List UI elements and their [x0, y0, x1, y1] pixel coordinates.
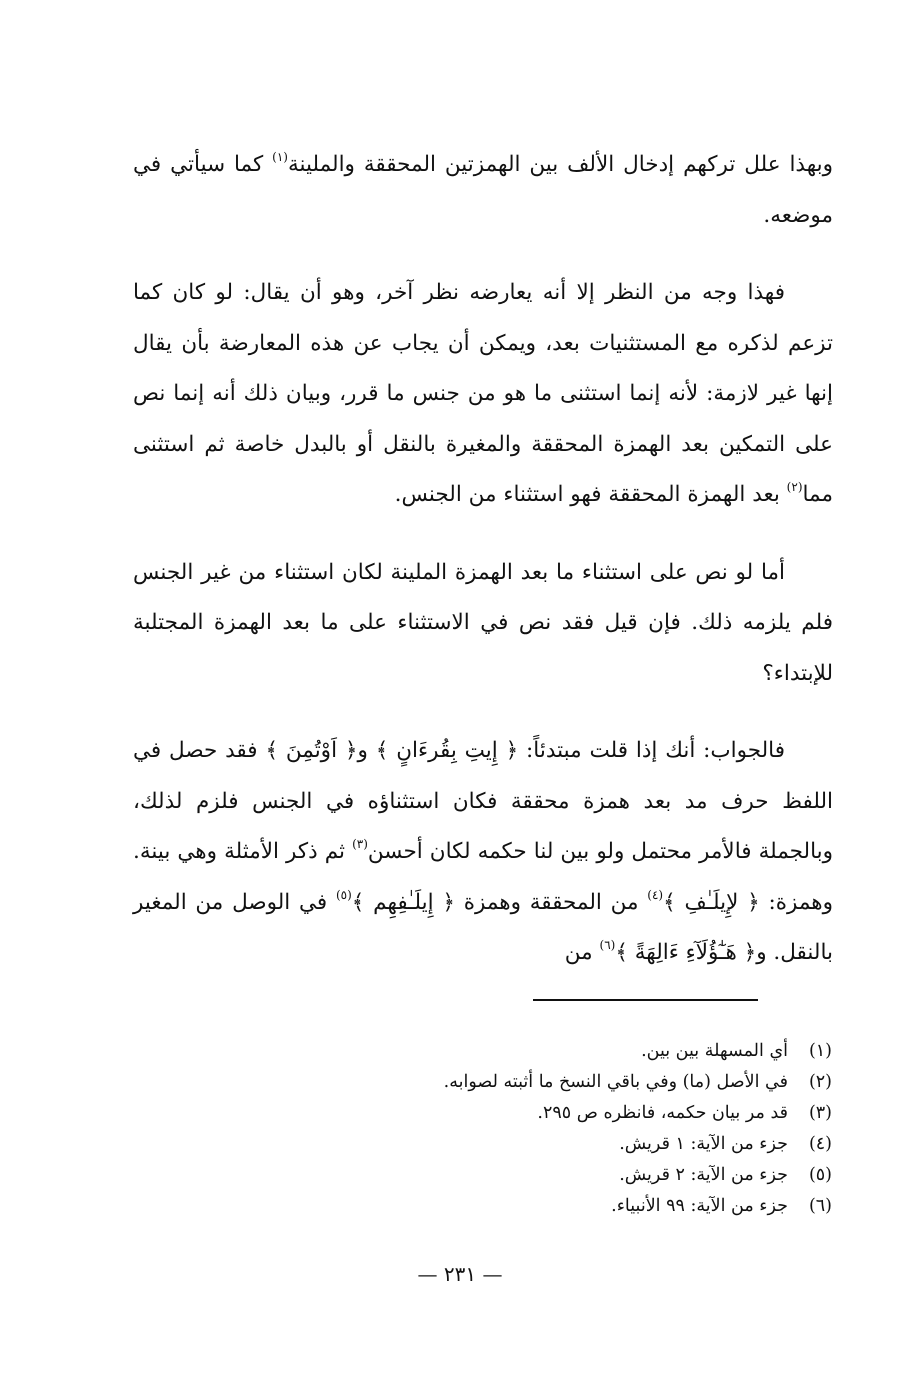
footnote	[312, 1160, 832, 1191]
text-run: وبهذا علل تركهم إدخال الألف بين الهمزتين المحققة والملينة	[287, 152, 833, 177]
footnote-text: جزء من الآية: ٢ قريش.	[619, 1165, 788, 1185]
footnote-ref: (٥)	[335, 887, 352, 902]
main-text	[133, 140, 833, 1006]
footnote	[312, 1036, 832, 1067]
footnote	[312, 1191, 832, 1222]
paragraph	[133, 268, 833, 521]
text-run: بعد الهمزة المحققة فهو استثناء من الجنس.	[394, 482, 787, 507]
text-run: من	[564, 940, 600, 965]
text-run: فهذا وجه من النظر إلا أنه يعارضه نظر آخر، وهو أن يقال: لو كان كما تزعم لذكره مع المستثنيات بعد، ويمكن أن يجاب عن هذه المعارضة بأن يقال إنها غير لازمة: لأنه إنما استثنى ما هو من جنس ما قرر، وبيان ذلك أنه إنما نص على التمكين بعد الهمزة المحققة والمغيرة بالنقل أو بالبدل خاصة ثم استثنى مما	[133, 280, 833, 507]
page-number: — ٢٣١ —	[417, 1262, 503, 1286]
footnote-text: جزء من الآية: ١ قريش.	[619, 1134, 788, 1154]
text-run: من المحققة وهمزة ﴿ إِيلَـٰفِهِم ﴾	[351, 889, 648, 915]
footnote-number: (٢)	[808, 1072, 832, 1092]
text-run: كما سيأتي في موضعه.	[133, 152, 833, 228]
text-run: فالجواب: أنك إذا قلت مبتدئاً: ﴿ إِيتِ بِقُرءَانٍ ﴾ و﴿ اَوْتُمِنَ ﴾ فقد حصل في اللفظ حرف مد بعد همزة محققة فكان استثناؤه في الجنس فلزم لذلك، وبالجملة فالأمر محتمل ولو بين لنا حكمه لكان أحسن	[133, 738, 834, 864]
footnote-number: (٣)	[808, 1103, 832, 1123]
footnote-number: (٦)	[808, 1196, 832, 1216]
footnote-ref: (٢)	[786, 480, 803, 494]
footnote-separator	[533, 999, 758, 1001]
footnotes	[312, 1036, 832, 1222]
footnote-ref: (١)	[272, 150, 288, 164]
footnote-text: جزء من الآية: ٩٩ الأنبياء.	[611, 1196, 788, 1216]
footnote-text: قد مر بيان حكمه، فانظره ص ٢٩٥.	[537, 1103, 788, 1123]
footnote-number: (٤)	[808, 1134, 832, 1154]
paragraph	[133, 140, 833, 241]
footnote-text: أي المسهلة بين بين.	[641, 1041, 788, 1061]
footnote	[312, 1129, 832, 1160]
text-run: في الوصل من المغير بالنقل. و﴿ هَـٰٓؤُلَآءِ ءَالِهَةً ﴾	[133, 889, 833, 965]
paragraph	[133, 726, 833, 979]
footnote-number: (١)	[808, 1041, 832, 1061]
footnote	[312, 1067, 832, 1098]
footnote	[312, 1098, 832, 1129]
footnote-ref: (٤)	[647, 887, 664, 902]
footnote-number: (٥)	[808, 1165, 832, 1185]
footnote-ref: (٣)	[352, 837, 368, 851]
footnote-ref: (٦)	[599, 938, 616, 952]
footnote-text: في الأصل (ما) وفي باقي النسخ ما أثبته لصوابه.	[443, 1072, 788, 1092]
paragraph	[133, 548, 833, 700]
text-run: ثم ذكر الأمثلة وهي بينة. وهمزة: ﴿ لإِيلَـٰفِ ﴾	[133, 839, 833, 915]
text-run: أما لو نص على استثناء ما بعد الهمزة الملينة لكان استثناء من غير الجنس فلم يلزمه ذلك. فإن قيل فقد نص في الاستثناء على ما بعد الهمزة المجتلبة للإبتداء؟	[133, 559, 833, 686]
